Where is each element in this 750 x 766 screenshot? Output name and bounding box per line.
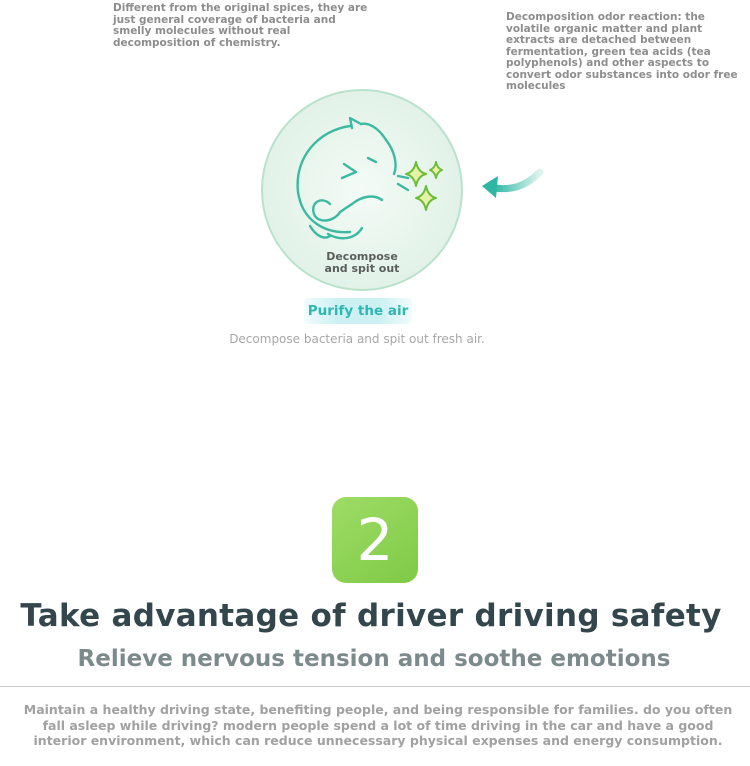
note-spices: Different from the original spices, they are just general coverage of bacteria and smelly molecules without real decomposition of chemistry. (113, 2, 368, 49)
section-subheadline: Relieve nervous tension and soothe emotions (77, 646, 671, 672)
decompose-illustration (258, 86, 466, 294)
section-number-badge: 2 (332, 497, 418, 583)
divider (0, 686, 750, 687)
section-headline: Take advantage of driver driving safety (20, 598, 722, 634)
circle-caption-line1: Decompose (326, 250, 398, 263)
arrow-icon (476, 160, 544, 204)
circle-caption-line2: and spit out (324, 262, 400, 275)
circle-caption (258, 251, 466, 275)
purify-air-label: Purify the air (304, 298, 412, 324)
purify-air-description: Decompose bacteria and spit out fresh air. (229, 332, 485, 346)
section-body: Maintain a healthy driving state, benefiting people, and being responsible for families. do you often fall asleep while driving? modern people spend a lot of time driving in the car and have a good interior environment, which can reduce unnecessary physical expenses and energy consumption. (23, 702, 733, 748)
note-decomposition: Decomposition odor reaction: the volatile organic matter and plant extracts are detached between fermentation, green tea acids (tea polyphenols) and other aspects to convert odor substances into odor free molecules (506, 11, 738, 92)
